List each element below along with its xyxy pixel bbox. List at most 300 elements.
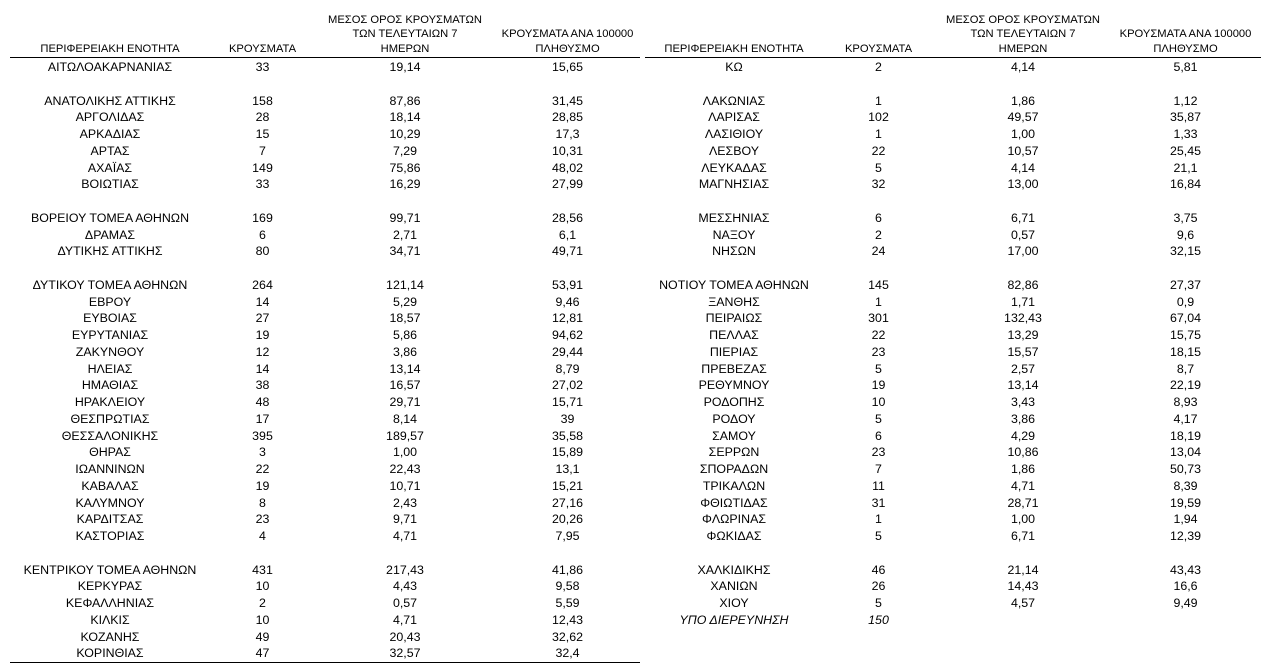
cell-per100k: 49,71: [551, 244, 583, 259]
cell-per100k: 9,58: [555, 579, 580, 594]
cell-cases: 6: [875, 428, 882, 443]
cell-per100k: 20,26: [551, 512, 583, 527]
cell-region: ΖΑΚΥΝΘΟΥ: [75, 344, 145, 359]
cell-per100k: 13,04: [1169, 445, 1201, 460]
cell-per100k: 32,62: [551, 629, 583, 644]
cell-cases: 19: [255, 478, 270, 493]
cell-region: ΒΟΡΕΙΟΥ ΤΟΜΕΑ ΑΘΗΝΩΝ: [30, 210, 190, 225]
header-avg-line1: ΜΕΣΟΣ ΟΡΟΣ ΚΡΟΥΣΜΑΤΩΝ: [328, 13, 482, 26]
cell-per100k: 19,59: [1169, 495, 1201, 510]
cell-cases: 12: [255, 344, 270, 359]
cell-per100k: 35,87: [1169, 110, 1201, 125]
table-row: [10, 562, 640, 579]
cell-avg: 217,43: [386, 562, 424, 577]
spacer-row: [10, 76, 640, 93]
table-row: [10, 394, 640, 411]
header-per100k: [495, 27, 640, 56]
table-row: [10, 59, 640, 76]
table-row: [10, 578, 640, 595]
cell-cases: 47: [255, 646, 270, 661]
cell-cases: 4: [259, 529, 266, 543]
table-row: [10, 176, 640, 193]
cell-region: ΗΜΑΘΙΑΣ: [81, 378, 139, 393]
table-row: [645, 361, 1261, 378]
cell-avg: 75,86: [389, 160, 421, 175]
cell-avg: 132,43: [1004, 311, 1042, 326]
cell-per100k: 22,19: [1169, 378, 1201, 393]
cell-per100k: 32,15: [1169, 244, 1201, 259]
cell-per100k: 53,91: [551, 277, 583, 292]
cell-per100k: 15,89: [551, 445, 583, 460]
cell-region: ΚΕΦΑΛΛΗΝΙΑΣ: [65, 596, 155, 610]
cell-region: ΚΕΡΚΥΡΑΣ: [77, 579, 143, 594]
cell-avg: 29,71: [389, 395, 421, 409]
cell-avg: 49,57: [1007, 110, 1039, 125]
table-row: [10, 428, 640, 445]
cell-region: ΞΑΝΘΗΣ: [708, 294, 760, 309]
cell-per100k: 41,86: [551, 562, 583, 577]
cell-avg: 16,29: [389, 177, 421, 192]
cell-cases: 19: [255, 328, 270, 342]
table-row: [10, 126, 640, 143]
cell-cases: 26: [871, 579, 886, 594]
cell-cases: 2: [875, 227, 882, 242]
table-row: [645, 578, 1261, 595]
table-row: [645, 227, 1261, 244]
cell-region: ΣΑΜΟΥ: [712, 428, 756, 443]
spacer-row: [645, 193, 1261, 210]
table-row: [645, 595, 1261, 612]
cell-region: ΑΡΓΟΛΙΔΑΣ: [75, 110, 145, 125]
cell-avg: 9,71: [392, 512, 418, 527]
table-row: [10, 612, 640, 629]
table-row: [645, 411, 1261, 428]
spacer-row: [645, 260, 1261, 277]
cell-region: ΣΠΟΡΑΔΩΝ: [699, 462, 769, 476]
cell-region: ΚΑΡΔΙΤΣΑΣ: [76, 512, 144, 527]
cell-cases: 10: [255, 612, 270, 627]
cell-region: ΜΑΓΝΗΣΙΑΣ: [698, 177, 770, 192]
cell-cases: 23: [871, 445, 886, 460]
cell-avg: 99,71: [389, 210, 421, 225]
cell-region: ΔΡΑΜΑΣ: [84, 227, 136, 242]
table-row: [645, 93, 1261, 110]
cell-cases: 1: [875, 93, 882, 108]
cell-cases: 23: [871, 344, 886, 359]
table-row: [645, 294, 1261, 311]
cell-avg: 18,57: [389, 311, 421, 326]
cell-region: ΠΙΕΡΙΑΣ: [709, 344, 759, 359]
cell-region: ΑΡΚΑΔΙΑΣ: [79, 127, 141, 141]
cell-per100k: 4,17: [1173, 411, 1198, 426]
cell-region: ΚΟΡΙΝΘΙΑΣ: [76, 646, 144, 661]
cell-avg: 87,86: [389, 93, 421, 108]
cell-region: ΚΟΖΑΝΗΣ: [80, 629, 140, 644]
cell-cases: 11: [872, 478, 885, 493]
cell-per100k: 67,04: [1169, 311, 1201, 326]
cell-region: ΣΕΡΡΩΝ: [708, 445, 760, 460]
table-row: [645, 310, 1261, 327]
cell-region: ΛΑΡΙΣΑΣ: [708, 110, 760, 125]
cell-region: ΦΛΩΡΙΝΑΣ: [701, 512, 766, 527]
cell-per100k: 43,43: [1169, 562, 1201, 577]
cell-per100k: 27,99: [551, 177, 583, 192]
cell-cases: 395: [252, 428, 273, 443]
cell-avg: 14,43: [1007, 579, 1039, 594]
table-row: [10, 310, 640, 327]
cell-region: ΑΙΤΩΛΟΑΚΑΡΝΑΝΙΑΣ: [47, 60, 173, 74]
table-row: [645, 243, 1261, 260]
header-per100k: [1112, 27, 1259, 56]
cell-cases: 3: [259, 445, 266, 460]
cell-cases: 49: [255, 629, 270, 644]
cell-region: ΑΡΤΑΣ: [90, 143, 130, 158]
cell-cases: 22: [871, 328, 886, 342]
cell-avg: 6,71: [1010, 210, 1036, 225]
cell-region: ΕΥΒΟΙΑΣ: [83, 311, 137, 326]
cell-per100k: 35,58: [551, 428, 583, 443]
cell-cases: 102: [868, 110, 889, 125]
table-row: [645, 176, 1261, 193]
cell-per100k: 8,7: [1176, 361, 1195, 376]
cell-per100k: 12,43: [551, 612, 583, 627]
table-row: [10, 210, 640, 227]
cell-cases: 6: [259, 227, 266, 242]
cell-avg: 10,29: [389, 127, 421, 141]
cell-per100k: 16,84: [1169, 177, 1201, 192]
table-row: [10, 495, 640, 512]
cell-avg: 10,57: [1007, 143, 1039, 158]
cell-per100k: 15,75: [1169, 328, 1201, 342]
cell-per100k: 8,39: [1173, 478, 1198, 493]
cell-cases: 32: [871, 177, 886, 192]
table-row: [645, 444, 1261, 461]
table-row: [10, 511, 640, 528]
cell-per100k: 31,45: [551, 93, 583, 108]
header-avg-line2: ΤΩΝ ΤΕΛΕΥΤΑΙΩΝ 7: [970, 28, 1076, 40]
cell-avg: 1,86: [1010, 93, 1036, 108]
cell-region: ΛΑΣΙΘΙΟΥ: [704, 127, 764, 141]
cell-cases: 7: [259, 143, 266, 158]
cell-region: ΡΟΔΟΠΗΣ: [703, 395, 765, 409]
cell-avg: 19,14: [389, 60, 421, 74]
cell-cases: 431: [252, 562, 273, 577]
cell-per100k: 0,9: [1176, 294, 1195, 309]
table-header: [10, 8, 640, 56]
cell-per100k: 5,59: [555, 596, 580, 610]
cell-cases: 10: [255, 579, 270, 594]
cell-avg: 4,29: [1010, 428, 1036, 443]
cell-cases: 1: [875, 512, 882, 527]
header-avg-line3: ΗΜΕΡΩΝ: [998, 42, 1048, 55]
cell-avg: 17,00: [1007, 244, 1039, 259]
cell-cases: 1: [875, 294, 882, 309]
cell-cases: 33: [255, 60, 270, 74]
cell-region: ΝΑΞΟΥ: [712, 227, 756, 242]
cell-avg: 5,29: [392, 294, 418, 309]
spacer-row: [10, 545, 640, 562]
cell-cases: 5: [875, 411, 882, 426]
cell-per100k: 50,73: [1169, 462, 1201, 476]
cell-cases: 145: [868, 277, 889, 292]
table-row: [645, 511, 1261, 528]
table-row: [10, 277, 640, 294]
cell-cases: 149: [252, 160, 273, 175]
cell-avg: 4,14: [1010, 60, 1036, 74]
cell-cases: 2: [875, 60, 882, 74]
cell-cases: 22: [255, 462, 270, 476]
cell-avg: 4,57: [1010, 596, 1036, 610]
cell-cases: 150: [868, 612, 889, 627]
table-row: [645, 210, 1261, 227]
cell-cases: 2: [259, 596, 266, 610]
cell-per100k: 28,85: [551, 110, 583, 125]
cell-cases: 38: [255, 378, 270, 393]
cell-avg: 4,71: [1010, 478, 1036, 493]
header-per100k-line1: ΚΡΟΥΣΜΑΤΑ ΑΝΑ 100000: [1119, 28, 1252, 40]
cell-cases: 5: [875, 160, 882, 175]
cell-cases: 5: [875, 529, 882, 543]
cell-per100k: 9,46: [555, 294, 580, 309]
table-row: [10, 344, 640, 361]
cell-avg: 1,00: [392, 445, 418, 460]
header-avg: [315, 13, 495, 57]
cell-per100k: 10,31: [551, 143, 583, 158]
table-row: [645, 478, 1261, 495]
cell-cases: 80: [255, 244, 270, 259]
table-row: [10, 411, 640, 428]
cell-avg: 13,14: [389, 361, 421, 376]
cell-cases: 10: [871, 395, 886, 409]
cell-region: ΗΛΕΙΑΣ: [87, 361, 133, 376]
cell-per100k: 32,4: [555, 646, 580, 661]
cell-avg: 32,57: [389, 646, 421, 661]
cell-per100k: 3,75: [1173, 210, 1198, 225]
cell-region: ΑΝΑΤΟΛΙΚΗΣ ΑΤΤΙΚΗΣ: [44, 93, 176, 108]
table-row: [10, 595, 640, 612]
table-row: [645, 126, 1261, 143]
table-row: [645, 377, 1261, 394]
cell-avg: 0,57: [392, 596, 418, 610]
cell-avg: 28,71: [1007, 495, 1039, 510]
table-row: [10, 461, 640, 478]
spacer-row: [10, 260, 640, 277]
cell-cases: 19: [871, 378, 886, 393]
table-row: [645, 528, 1261, 545]
cell-avg: 18,14: [389, 110, 421, 125]
cell-avg: 2,71: [392, 227, 418, 242]
cell-cases: 264: [252, 277, 273, 292]
cell-per100k: 21,1: [1173, 160, 1198, 175]
header-rule: [10, 57, 640, 58]
cell-cases: 169: [252, 210, 273, 225]
table-row: [10, 444, 640, 461]
cell-cases: 27: [255, 311, 270, 326]
cell-region: ΘΕΣΣΑΛΟΝΙΚΗΣ: [61, 428, 159, 443]
spacer-row: [645, 76, 1261, 93]
cell-cases: 1: [875, 127, 882, 141]
cell-avg: 4,71: [392, 529, 418, 543]
cell-region: ΚΑΒΑΛΑΣ: [81, 478, 139, 493]
cell-per100k: 27,16: [551, 495, 583, 510]
cell-cases: 5: [875, 361, 882, 376]
cell-cases: 15: [255, 127, 270, 141]
cell-per100k: 12,39: [1169, 529, 1201, 543]
cell-cases: 33: [255, 177, 270, 192]
table-row: [10, 160, 640, 177]
cell-cases: 48: [255, 395, 270, 409]
cell-per100k: 15,21: [551, 478, 583, 493]
cell-per100k: 6,1: [558, 227, 577, 242]
cell-region: ΡΟΔΟΥ: [712, 411, 756, 426]
cell-region: ΗΡΑΚΛΕΙΟΥ: [74, 395, 146, 409]
header-region: ΠΕΡΙΦΕΡΕΙΑΚΗ ΕΝΟΤΗΤΑ: [40, 42, 180, 55]
cell-region: ΛΑΚΩΝΙΑΣ: [702, 93, 766, 108]
cell-region: ΡΕΘΥΜΝΟΥ: [698, 378, 770, 393]
cell-per100k: 39: [560, 411, 575, 426]
cell-region: ΚΕΝΤΡΙΚΟΥ ΤΟΜΕΑ ΑΘΗΝΩΝ: [23, 562, 197, 577]
cell-avg: 82,86: [1007, 277, 1039, 292]
table-row: [645, 394, 1261, 411]
cell-cases: 7: [875, 462, 882, 476]
cell-region: ΛΕΣΒΟΥ: [709, 143, 759, 158]
table-row: [10, 645, 640, 662]
cell-per100k: 28,56: [551, 210, 583, 225]
header-per100k-line2: ΠΛΗΘΥΣΜΟ: [535, 42, 600, 55]
cell-cases: 23: [255, 512, 270, 527]
cell-cases: 158: [252, 93, 273, 108]
cell-per100k: 18,15: [1169, 344, 1201, 359]
cell-avg: 6,71: [1010, 529, 1036, 543]
cell-region: ΝΟΤΙΟΥ ΤΟΜΕΑ ΑΘΗΝΩΝ: [659, 277, 809, 292]
cell-cases: 6: [875, 210, 882, 225]
cell-region: ΘΕΣΠΡΩΤΙΑΣ: [70, 411, 150, 426]
cell-avg: 3,86: [1010, 411, 1036, 426]
cell-avg: 189,57: [386, 428, 424, 443]
cell-per100k: 9,49: [1173, 596, 1198, 610]
table-row: [645, 495, 1261, 512]
cell-region: ΚΩ: [725, 60, 743, 74]
cell-region: ΤΡΙΚΑΛΩΝ: [702, 478, 766, 493]
cell-per100k: 8,79: [555, 361, 580, 376]
cell-per100k: 16,6: [1173, 579, 1198, 594]
cell-avg: 1,86: [1010, 462, 1036, 476]
cell-region: ΦΩΚΙΔΑΣ: [706, 529, 762, 543]
cell-avg: 4,43: [392, 579, 418, 594]
table-row: [645, 562, 1261, 579]
cell-region: ΕΥΡΥΤΑΝΙΑΣ: [71, 328, 149, 342]
cell-per100k: 27,37: [1169, 277, 1201, 292]
cell-avg: 20,43: [389, 629, 421, 644]
cell-per100k: 27,02: [551, 378, 583, 393]
cell-per100k: 25,45: [1169, 143, 1201, 158]
cell-avg: 1,00: [1010, 512, 1036, 527]
table-row: [645, 143, 1261, 160]
cell-per100k: 15,65: [551, 60, 583, 74]
header-rule: [645, 57, 1261, 58]
cell-cases: 5: [875, 596, 882, 610]
cell-cases: 17: [255, 411, 270, 426]
cell-cases: 14: [255, 294, 270, 309]
cell-region: ΧΑΝΙΩΝ: [710, 579, 758, 594]
cell-region: ΦΘΙΩΤΙΔΑΣ: [700, 495, 768, 510]
header-avg: [934, 13, 1112, 57]
cell-region: ΙΩΑΝΝΙΝΩΝ: [75, 462, 145, 476]
cell-per100k: 5,81: [1173, 60, 1198, 74]
cell-avg: 2,43: [392, 495, 418, 510]
cell-region: ΝΗΣΩΝ: [712, 244, 756, 259]
cell-region: ΔΥΤΙΚΟΥ ΤΟΜΕΑ ΑΘΗΝΩΝ: [32, 277, 188, 292]
cell-avg: 10,71: [389, 478, 421, 493]
table-row: [10, 478, 640, 495]
cell-per100k: 9,6: [1176, 227, 1195, 242]
header-per100k-line2: ΠΛΗΘΥΣΜΟ: [1153, 42, 1218, 55]
cell-avg: 13,00: [1007, 177, 1039, 192]
cell-per100k: 7,95: [555, 529, 580, 543]
cell-avg: 21,14: [1007, 562, 1039, 577]
table-row: [645, 327, 1261, 344]
cell-avg: 1,71: [1010, 294, 1036, 309]
cell-cases: 14: [255, 361, 270, 376]
cell-per100k: 12,81: [551, 311, 583, 326]
cell-cases: 28: [255, 110, 270, 125]
cell-per100k: 18,19: [1169, 428, 1201, 443]
cell-avg: 13,29: [1007, 328, 1039, 342]
header-cases: ΚΡΟΥΣΜΑΤΑ: [228, 42, 297, 55]
cell-cases: 46: [871, 562, 886, 577]
cell-per100k: 48,02: [551, 160, 583, 175]
cell-per100k: 13,1: [555, 462, 580, 476]
cell-region: ΛΕΥΚΑΔΑΣ: [701, 160, 767, 175]
table-row: [645, 428, 1261, 445]
cell-region: ΠΕΛΛΑΣ: [709, 328, 759, 342]
cell-avg: 34,71: [389, 244, 421, 259]
header-per100k-line1: ΚΡΟΥΣΜΑΤΑ ΑΝΑ 100000: [501, 28, 634, 40]
table-row: [10, 327, 640, 344]
cell-per100k: 17,3: [555, 127, 580, 141]
table-row: [645, 109, 1261, 126]
cell-region: ΑΧΑΪΑΣ: [87, 160, 133, 175]
table-row: [645, 59, 1261, 76]
cell-region: ΘΗΡΑΣ: [89, 445, 131, 460]
cell-avg: 4,14: [1010, 160, 1036, 175]
cell-avg: 7,29: [392, 143, 418, 158]
spacer-row: [10, 193, 640, 210]
cell-cases: 24: [871, 244, 886, 259]
cell-avg: 4,71: [392, 612, 418, 627]
cell-avg: 8,14: [392, 411, 418, 426]
table-row: [10, 629, 640, 646]
cell-avg: 13,14: [1007, 378, 1039, 393]
table-row: [10, 528, 640, 545]
table-header: [645, 8, 1261, 56]
cell-avg: 15,57: [1007, 344, 1039, 359]
table-row: [645, 344, 1261, 361]
header-cases: ΚΡΟΥΣΜΑΤΑ: [844, 42, 913, 55]
header-region: ΠΕΡΙΦΕΡΕΙΑΚΗ ΕΝΟΤΗΤΑ: [664, 42, 804, 55]
table-row: [10, 294, 640, 311]
spacer-row: [645, 545, 1261, 562]
cell-cases: 301: [868, 311, 889, 326]
cell-avg: 3,43: [1010, 395, 1036, 409]
header-avg-line3: ΗΜΕΡΩΝ: [380, 42, 430, 55]
cell-avg: 10,86: [1007, 445, 1039, 460]
cell-avg: 0,57: [1010, 227, 1036, 242]
cell-region: ΚΙΛΚΙΣ: [90, 612, 130, 627]
table-row: [645, 461, 1261, 478]
table-row: [10, 109, 640, 126]
cell-region: ΚΑΛΥΜΝΟΥ: [75, 495, 145, 510]
